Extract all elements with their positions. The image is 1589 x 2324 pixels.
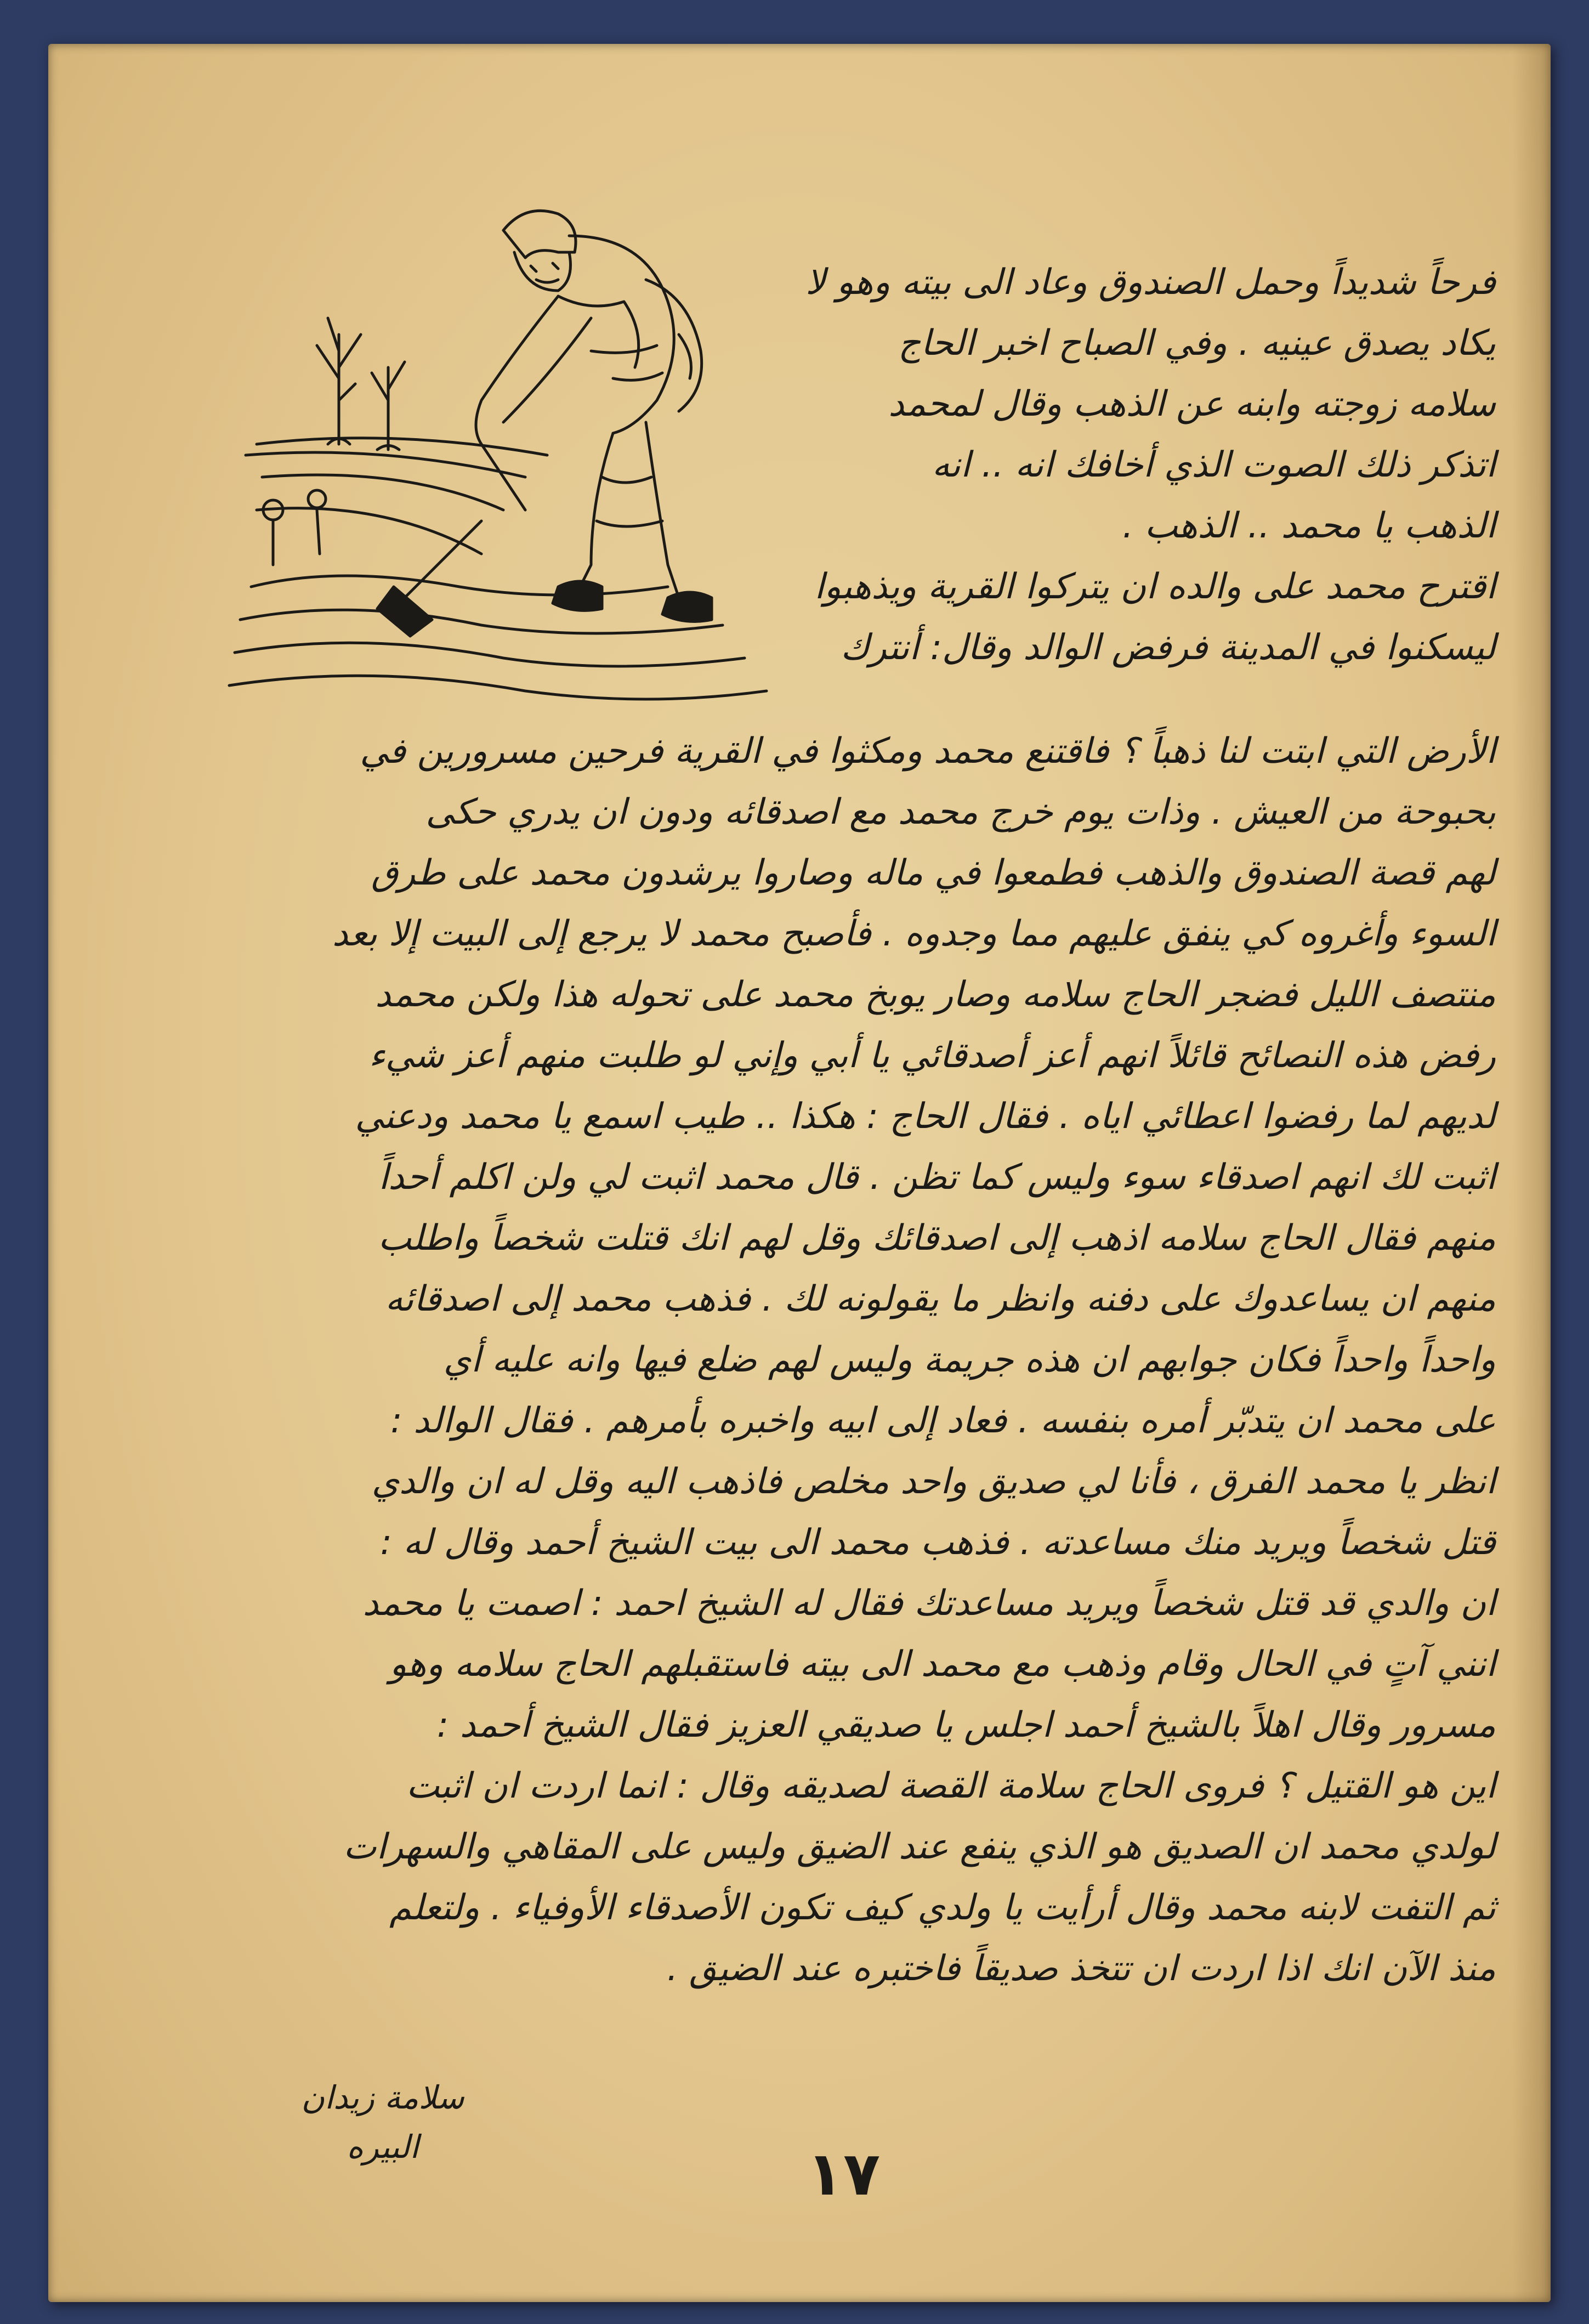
text-line: انظر يا محمد الفرق ، فأنا لي صديق واحد مخلص فاذهب اليه وقل له ان والدي <box>371 1461 1496 1502</box>
text-line: رفض هذه النصائح قائلاً انهم أعز أصدقائي يا أبي وإني لو طلبت منهم أعز شيء <box>368 1035 1496 1076</box>
text-line: الأرض التي ابتت لنا ذهباً ؟ فاقتنع محمد ومكثوا في القرية فرحين مسرورين في <box>360 731 1496 772</box>
text-line: فرحاً شديداً وحمل الصندوق وعاد الى بيته وهو لا <box>805 262 1496 303</box>
author-place: البيره <box>347 2128 419 2166</box>
text-line: منذ الآن انك اذا اردت ان تتخذ صديقاً فاختبره عند الضيق . <box>667 1948 1496 1989</box>
text-line: على محمد ان يتدبّر أمره بنفسه . فعاد إلى ابيه واخبره بأمرهم . فقال الوالد : <box>390 1401 1496 1441</box>
text-line: منتصف الليل فضجر الحاج سلامه وصار يوبخ محمد على تحوله هذا ولكن محمد <box>375 974 1496 1015</box>
text-line: لولدي محمد ان الصديق هو الذي ينفع عند الضيق وليس على المقاهي والسهرات <box>343 1827 1496 1867</box>
page-number: ١٧ <box>806 2139 881 2209</box>
main-paragraph <box>224 721 1496 1999</box>
text-line: ليسكنوا في المدينة فرفض الوالد وقال: أنترك <box>841 627 1496 668</box>
text-line: اتذكر ذلك الصوت الذي أخافك انه .. انه <box>932 445 1496 485</box>
text-line: منهم فقال الحاج سلامه اذهب إلى اصدقائك وقل لهم انك قتلت شخصاً واطلب <box>378 1218 1496 1259</box>
page-spine-shadow <box>1512 44 1551 2302</box>
text-line: لديهم لما رفضوا اعطائي اياه . فقال الحاج : هكذا .. طيب اسمع يا محمد ودعني <box>355 1096 1496 1137</box>
text-line: واحداً واحداً فكان جوابهم ان هذه جريمة وليس لهم ضلع فيها وانه عليه أي <box>443 1340 1496 1380</box>
text-line: اثبت لك انهم اصدقاء سوء وليس كما تظن . قال محمد اثبت لي ولن اكلم أحداً <box>378 1157 1496 1198</box>
text-line: اقترح محمد على والده ان يتركوا القرية ويذهبوا <box>814 566 1496 607</box>
text-line: بحبوحة من العيش . وذات يوم خرج محمد مع اصدقائه ودون ان يدري حكى <box>425 792 1496 832</box>
top-paragraph <box>739 252 1496 678</box>
author-name: سلامة زيدان <box>301 2079 464 2116</box>
author-signature <box>229 2073 536 2172</box>
text-line: ثم التفت لابنه محمد وقال أرأيت يا ولدي كيف تكون الأصدقاء الأوفياء . ولتعلم <box>389 1887 1496 1928</box>
text-line: ان والدي قد قتل شخصاً ويريد مساعدتك فقال له الشيخ احمد : اصمت يا محمد <box>362 1583 1496 1624</box>
text-line: انني آتٍ في الحال وقام وذهب مع محمد الى بيته فاستقبلهم الحاج سلامه وهو <box>389 1644 1496 1685</box>
text-line: السوء وأغروه كي ينفق عليهم مما وجدوه . فأصبح محمد لا يرجع إلى البيت إلا بعد <box>332 914 1496 954</box>
text-line: منهم ان يساعدوك على دفنه وانظر ما يقولونه لك . فذهب محمد إلى اصدقائه <box>385 1279 1496 1319</box>
text-line: لهم قصة الصندوق والذهب فطمعوا في ماله وصاروا يرشدون محمد على طرق <box>371 853 1496 893</box>
text-line: يكاد يصدق عينيه . وفي الصباح اخبر الحاج <box>898 323 1496 364</box>
text-line: مسرور وقال اهلاً بالشيخ أحمد اجلس يا صديقي العزيز فقال الشيخ أحمد : <box>436 1705 1496 1745</box>
text-line: اين هو القتيل ؟ فروى الحاج سلامة القصة لصديقه وقال : انما اردت ان اثبت <box>406 1766 1496 1806</box>
text-line: الذهب يا محمد .. الذهب . <box>1122 506 1496 546</box>
text-line: قتل شخصاً ويريد منك مساعدته . فذهب محمد الى بيت الشيخ أحمد وقال له : <box>380 1522 1496 1563</box>
text-line: سلامه زوجته وابنه عن الذهب وقال لمحمد <box>888 384 1496 424</box>
farmer-digging-illustration-icon <box>174 170 810 735</box>
book-page <box>48 44 1551 2302</box>
